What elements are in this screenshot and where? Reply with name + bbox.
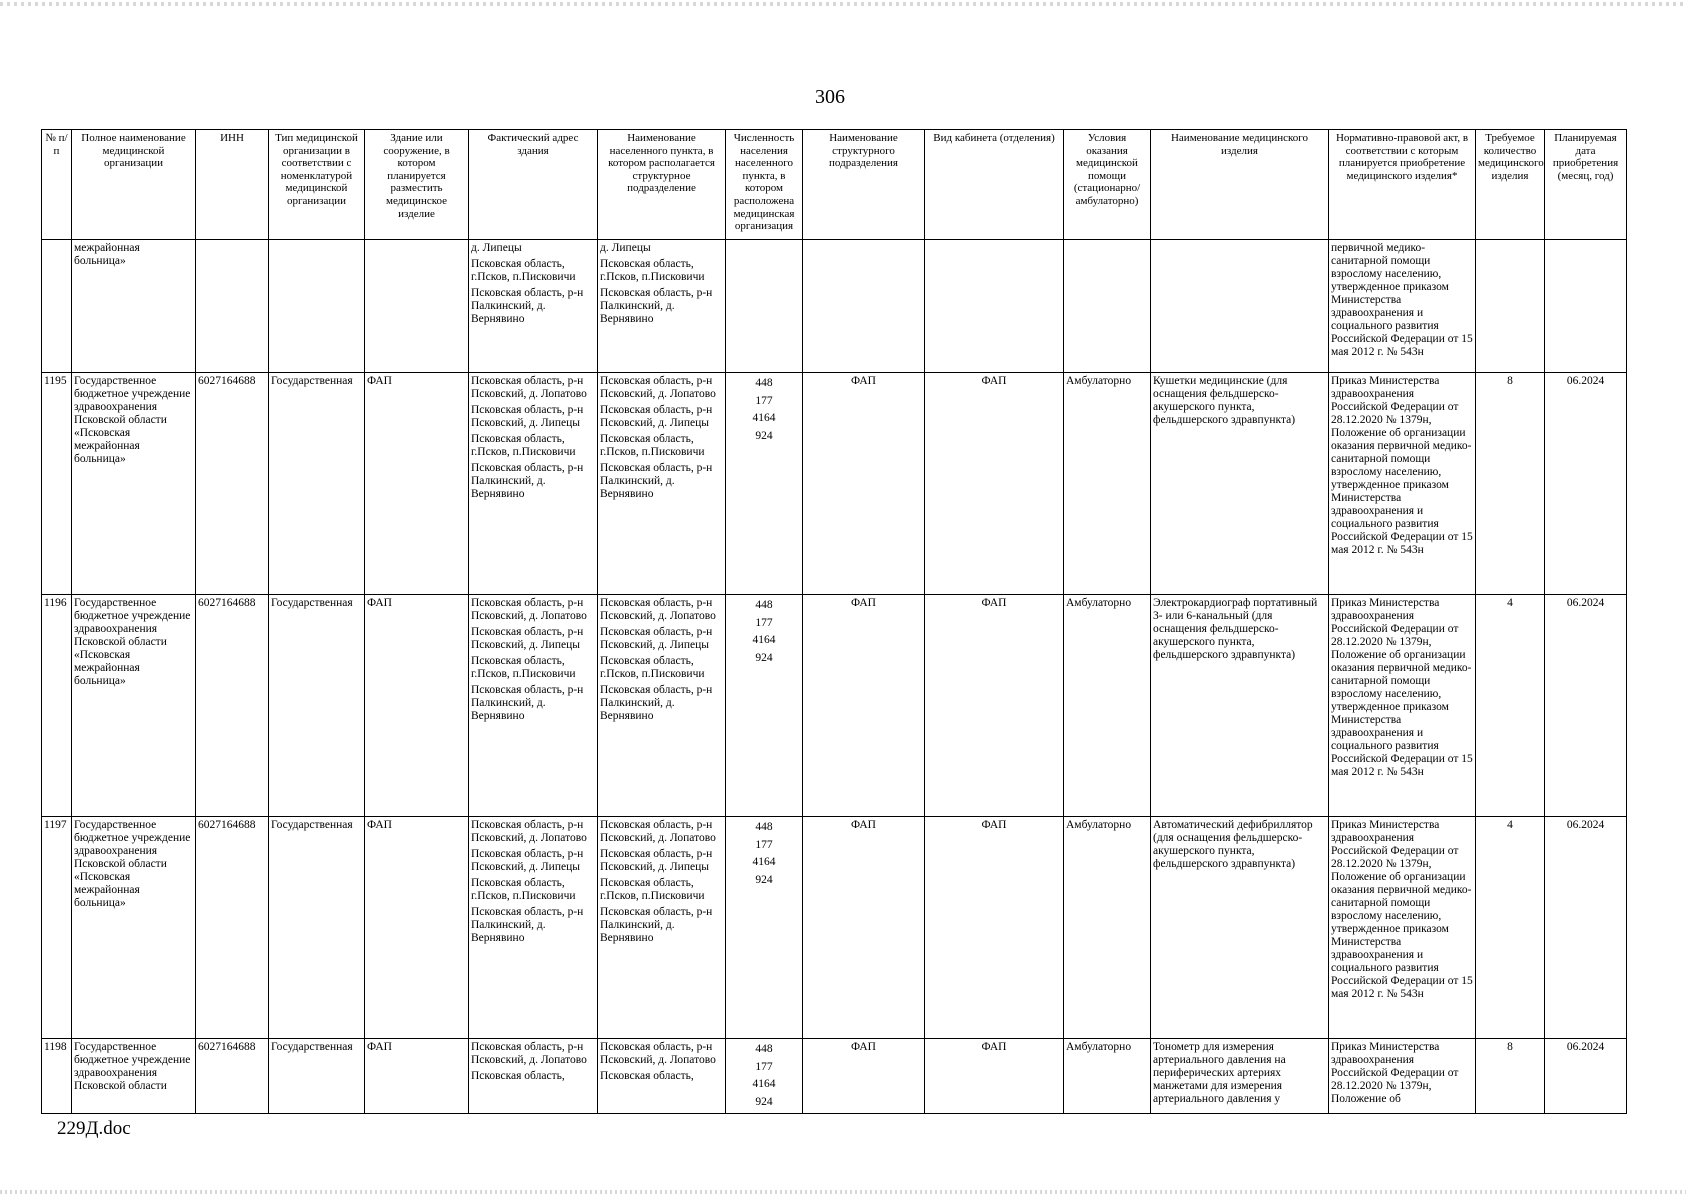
header-cell: Тип медицинской организации в соответствии с номенклатурой медицинской организации (269, 130, 365, 240)
locality-entry: Псковская область, г.Псков, п.Писковичи (600, 655, 705, 680)
population-value: 4164 (752, 412, 776, 424)
header-cell: Наименование населенного пункта, в котором располагается структурное подразделение (598, 130, 726, 240)
address-entry: Псковская область, р-н Палкинский, д. Вернявино (471, 684, 584, 722)
cell-num: 1196 (42, 595, 72, 817)
cell-device: Тонометр для измерения артериального давления на периферических артериях манжетами для измерения артериального давления у (1151, 1039, 1329, 1114)
cell-population (726, 1039, 803, 1114)
header-cell: Требуемое количество медицинского изделия (1476, 130, 1545, 240)
cell-cabinet: ФАП (925, 1039, 1064, 1114)
cell-type: Государственная (269, 373, 365, 595)
cell-unit: ФАП (803, 595, 925, 817)
cell-population (726, 817, 803, 1039)
population-value: 177 (755, 838, 773, 851)
cell-inn: 6027164688 (196, 817, 269, 1039)
population-value: 177 (755, 616, 773, 629)
address-entry: Псковская область, р-н Псковский, д. Липецы (471, 626, 584, 651)
cell-num: 1195 (42, 373, 72, 595)
cell-building: ФАП (365, 817, 469, 1039)
cell-conditions: Амбулаторно (1064, 595, 1151, 817)
population-value: 924 (755, 873, 773, 886)
cell-cabinet: ФАП (925, 373, 1064, 595)
cell-date (1545, 240, 1627, 373)
population-value: 924 (755, 429, 773, 442)
locality-entry: Псковская область, р-н Псковский, д. Лопатово (600, 375, 716, 400)
cell-addresses (469, 240, 598, 373)
header-cell: Полное наименование медицинской организации (72, 130, 196, 240)
cell-building: ФАП (365, 595, 469, 817)
locality-entry: Псковская область, р-н Псковский, д. Лопатово (600, 597, 716, 622)
address-entry: Псковская область, р-н Палкинский, д. Вернявино (471, 287, 584, 325)
population-value: 924 (755, 651, 773, 664)
locality-entry: Псковская область, г.Псков, п.Писковичи (600, 258, 705, 283)
address-entry: Псковская область, р-н Псковский, д. Лопатово (471, 1041, 587, 1066)
cell-conditions: Амбулаторно (1064, 1039, 1151, 1114)
address-entry: Псковская область, г.Псков, п.Писковичи (471, 877, 576, 902)
cell-localities (598, 1039, 726, 1114)
cell-cabinet: ФАП (925, 595, 1064, 817)
cell-act: Приказ Министерства здравоохранения Российской Федерации от 28.12.2020 № 1379н, Положение об организации оказания первичной медико-санитарной помощи взрослому населению, утвержденное приказом Министерства здравоохранения и социального развития Российской Федерации от 15 мая 2012 г. № 543н (1329, 595, 1476, 817)
header-cell: Вид кабинета (отделения) (925, 130, 1064, 240)
cell-num: 1197 (42, 817, 72, 1039)
address-entry: Псковская область, р-н Палкинский, д. Вернявино (471, 906, 584, 944)
cell-population (726, 373, 803, 595)
table-row (42, 373, 1627, 595)
scan-edge-top (0, 2, 1686, 6)
header-cell: Численность населения населенного пункта, в котором расположена медицинская организация (726, 130, 803, 240)
cell-act: первичной медико-санитарной помощи взрослому населению, утвержденное приказом Министерства здравоохранения и социального развития Российской Федерации от 15 мая 2012 г. № 543н (1329, 240, 1476, 373)
cell-date: 06.2024 (1545, 595, 1627, 817)
cell-building: ФАП (365, 373, 469, 595)
cell-device (1151, 240, 1329, 373)
locality-entry: Псковская область, р-н Псковский, д. Липецы (600, 848, 713, 873)
cell-localities (598, 817, 726, 1039)
table-row (42, 817, 1627, 1039)
cell-act: Приказ Министерства здравоохранения Российской Федерации от 28.12.2020 № 1379н, Положение об организации оказания первичной медико-санитарной помощи взрослому населению, утвержденное приказом Министерства здравоохранения и социального развития Российской Федерации от 15 мая 2012 г. № 543н (1329, 373, 1476, 595)
population-value: 448 (755, 1043, 773, 1055)
locality-entry: Псковская область, р-н Палкинский, д. Вернявино (600, 462, 713, 500)
cell-act: Приказ Министерства здравоохранения Российской Федерации от 28.12.2020 № 1379н, Положение об организации оказания первичной медико-санитарной помощи взрослому населению, утвержденное приказом Министерства здравоохранения и социального развития Российской Федерации от 15 мая 2012 г. № 543н (1329, 817, 1476, 1039)
cell-unit: ФАП (803, 1039, 925, 1114)
cell-inn: 6027164688 (196, 1039, 269, 1114)
cell-device: Автоматический дефибриллятор (для оснащения фельдшерско-акушерского пункта, фельдшерского здравпункта) (1151, 817, 1329, 1039)
cell-localities (598, 373, 726, 595)
header-cell: Здание или сооружение, в котором планируется разместить медицинское изделие (365, 130, 469, 240)
cell-population (726, 595, 803, 817)
address-entry: Псковская область, р-н Псковский, д. Липецы (471, 404, 584, 429)
locality-entry: Псковская область, р-н Палкинский, д. Вернявино (600, 906, 713, 944)
locality-entry: Псковская область, р-н Палкинский, д. Вернявино (600, 287, 713, 325)
cell-addresses (469, 373, 598, 595)
header-cell: Условия оказания медицинской помощи (стационарно/амбулаторно) (1064, 130, 1151, 240)
cell-org: Государственное бюджетное учреждение здравоохранения Псковской области «Псковская межрайонная больница» (72, 817, 196, 1039)
population-value: 177 (755, 1060, 773, 1073)
cell-localities (598, 240, 726, 373)
cell-type: Государственная (269, 595, 365, 817)
cell-qty: 4 (1476, 817, 1545, 1039)
header-cell: Наименование медицинского изделия (1151, 130, 1329, 240)
cell-date: 06.2024 (1545, 373, 1627, 595)
population-value: 177 (755, 394, 773, 407)
locality-entry: Псковская область, р-н Псковский, д. Липецы (600, 404, 713, 429)
cell-num (42, 240, 72, 373)
cell-cabinet: ФАП (925, 817, 1064, 1039)
locality-entry: Псковская область, (600, 1070, 694, 1082)
cell-device: Электрокардиограф портативный 3- или 6-канальный (для оснащения фельдшерско-акушерского пункта, фельдшерского здравпункта) (1151, 595, 1329, 817)
locality-entry: Псковская область, г.Псков, п.Писковичи (600, 433, 705, 458)
cell-device: Кушетки медицинские (для оснащения фельдшерско-акушерского пункта, фельдшерского здравпункта) (1151, 373, 1329, 595)
header-cell: Наименование структурного подразделения (803, 130, 925, 240)
cell-population (726, 240, 803, 373)
header-cell: Фактический адрес здания (469, 130, 598, 240)
cell-cabinet (925, 240, 1064, 373)
cell-addresses (469, 595, 598, 817)
cell-org: Государственное бюджетное учреждение здравоохранения Псковской области «Псковская межрайонная больница» (72, 373, 196, 595)
table-row (42, 595, 1627, 817)
population-value: 4164 (752, 856, 776, 868)
page-number: 306 (815, 86, 845, 108)
address-entry: Псковская область, р-н Псковский, д. Лопатово (471, 375, 587, 400)
address-entry: Псковская область, р-н Палкинский, д. Вернявино (471, 462, 584, 500)
locality-entry: Псковская область, р-н Псковский, д. Лопатово (600, 1041, 716, 1066)
locality-entry: Псковская область, р-н Псковский, д. Лопатово (600, 819, 716, 844)
footer-filename: 229Д.doc (57, 1118, 131, 1139)
population-value: 924 (755, 1095, 773, 1108)
cell-building (365, 240, 469, 373)
header-cell: Нормативно-правовой акт, в соответствии с которым планируется приобретение медицинского изделия* (1329, 130, 1476, 240)
cell-act: Приказ Министерства здравоохранения Российской Федерации от 28.12.2020 № 1379н, Положение об (1329, 1039, 1476, 1114)
cell-type: Государственная (269, 817, 365, 1039)
population-value: 448 (755, 599, 773, 611)
cell-addresses (469, 817, 598, 1039)
address-entry: Псковская область, г.Псков, п.Писковичи (471, 433, 576, 458)
header-row (42, 130, 1627, 240)
header-cell: Планируемая дата приобретения (месяц, год) (1545, 130, 1627, 240)
scan-edge-bottom (0, 1190, 1686, 1194)
locality-entry: Псковская область, г.Псков, п.Писковичи (600, 877, 705, 902)
locality-entry: Псковская область, р-н Псковский, д. Липецы (600, 626, 713, 651)
cell-unit (803, 240, 925, 373)
cell-qty: 8 (1476, 1039, 1545, 1114)
cell-conditions (1064, 240, 1151, 373)
cell-localities (598, 595, 726, 817)
cell-org: Государственное бюджетное учреждение здравоохранения Псковской области (72, 1039, 196, 1114)
cell-date: 06.2024 (1545, 817, 1627, 1039)
cell-org: межрайонная больница» (72, 240, 196, 373)
cell-inn (196, 240, 269, 373)
cell-conditions: Амбулаторно (1064, 817, 1151, 1039)
cell-type: Государственная (269, 1039, 365, 1114)
population-value: 4164 (752, 634, 776, 646)
continuation-row (42, 240, 1627, 373)
address-entry: Псковская область, г.Псков, п.Писковичи (471, 258, 576, 283)
header-cell: ИНН (196, 130, 269, 240)
cell-date: 06.2024 (1545, 1039, 1627, 1114)
address-entry: Псковская область, (471, 1070, 565, 1082)
cell-num: 1198 (42, 1039, 72, 1114)
cell-qty: 8 (1476, 373, 1545, 595)
address-entry: Псковская область, р-н Псковский, д. Лопатово (471, 597, 587, 622)
population-value: 448 (755, 377, 773, 389)
address-entry: Псковская область, р-н Псковский, д. Липецы (471, 848, 584, 873)
population-value: 448 (755, 821, 773, 833)
cell-type (269, 240, 365, 373)
locality-entry: Псковская область, р-н Палкинский, д. Вернявино (600, 684, 713, 722)
table-row (42, 1039, 1627, 1114)
cell-qty: 4 (1476, 595, 1545, 817)
address-entry: Псковская область, р-н Псковский, д. Лопатово (471, 819, 587, 844)
cell-conditions: Амбулаторно (1064, 373, 1151, 595)
cell-unit: ФАП (803, 817, 925, 1039)
cell-inn: 6027164688 (196, 595, 269, 817)
address-entry: д. Липецы (471, 242, 522, 254)
cell-org: Государственное бюджетное учреждение здравоохранения Псковской области «Псковская межрайонная больница» (72, 595, 196, 817)
cell-qty (1476, 240, 1545, 373)
header-cell: № п/п (42, 130, 72, 240)
cell-building: ФАП (365, 1039, 469, 1114)
population-value: 4164 (752, 1078, 776, 1090)
cell-inn: 6027164688 (196, 373, 269, 595)
cell-unit: ФАП (803, 373, 925, 595)
address-entry: Псковская область, г.Псков, п.Писковичи (471, 655, 576, 680)
equipment-table (41, 129, 1627, 1114)
locality-entry: д. Липецы (600, 242, 651, 254)
cell-addresses (469, 1039, 598, 1114)
